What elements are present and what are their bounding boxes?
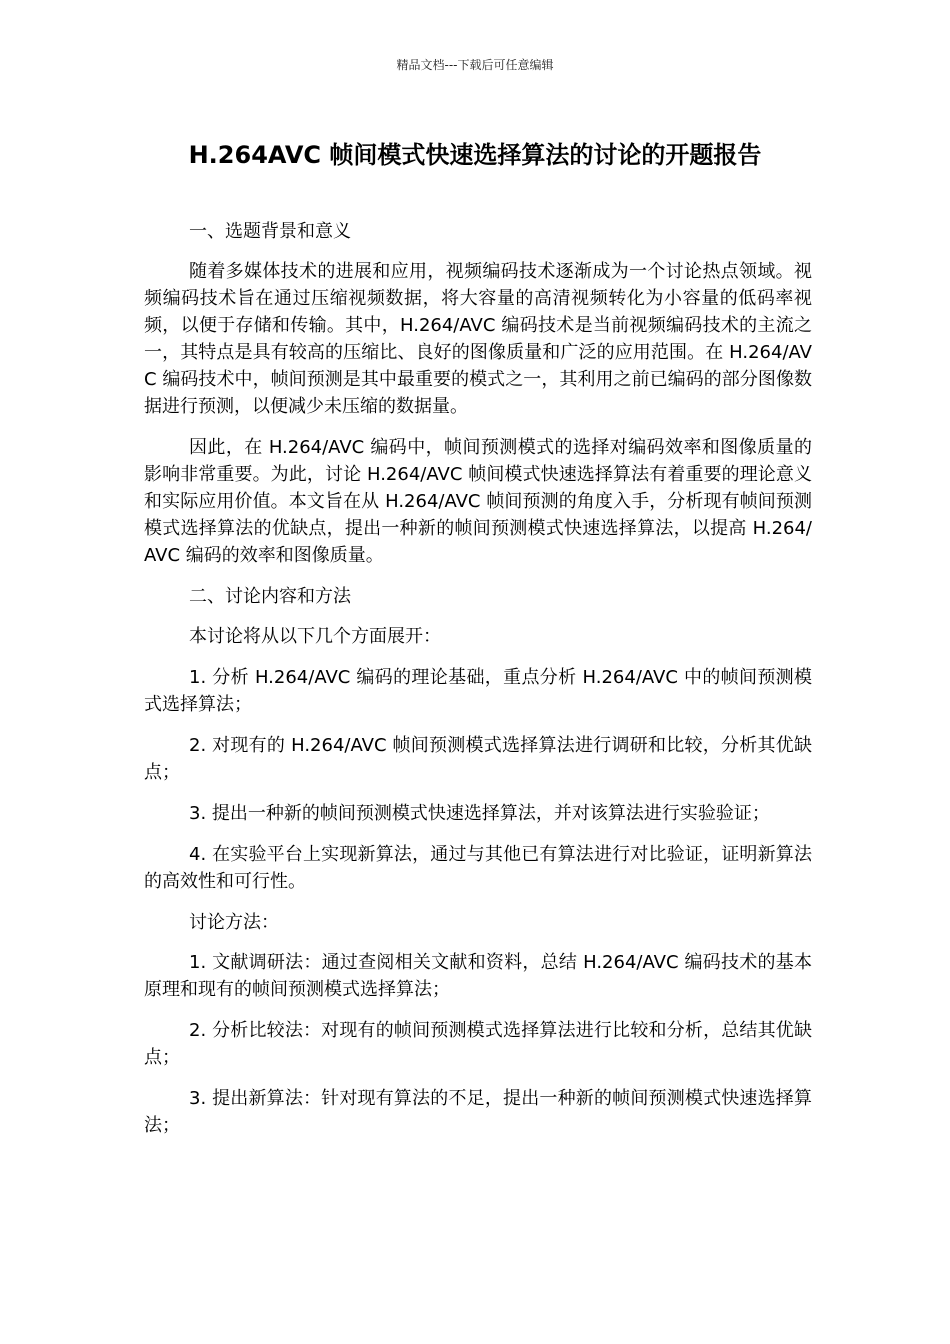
list-item-method-2: 2. 分析比较法：对现有的帧间预测模式选择算法进行比较和分析，总结其优缺点； — [144, 1020, 812, 1068]
page-header: 精品文档---下载后可任意编辑 — [396, 58, 554, 72]
list-item-content-1: 1. 分析 H.264/AVC 编码的理论基础，重点分析 H.264/AVC 中的帧间预测模式选择算法； — [144, 667, 812, 715]
subheading-methods: 讨论方法： — [189, 912, 279, 933]
list-item-content-4: 4. 在实验平台上实现新算法，通过与其他已有算法进行对比验证，证明新算法的高效性和可行性。 — [144, 844, 812, 892]
paragraph-intro-aspects: 本讨论将从以下几个方面展开： — [189, 626, 441, 647]
paragraph-background: 随着多媒体技术的进展和应用，视频编码技术逐渐成为一个讨论热点领域。视频编码技术旨在通过压缩视频数据，将大容量的高清视频转化为小容量的低码率视频，以便于存储和传输。其中，H.264/AVC 编码技术是当前视频编码技术的主流之一，其特点是具有较高的压缩比、良好的图像质量和广泛的应用范围。在 H.264/AVC 编码技术中，帧间预测是其中最重要的模式之一，其利用之前已编码的部分图像数据进行预测，以便减少未压缩的数据量。 — [144, 261, 812, 417]
list-item-content-3: 3. 提出一种新的帧间预测模式快速选择算法，并对该算法进行实验验证； — [189, 803, 770, 824]
document-title: H.264AVC 帧间模式快速选择算法的讨论的开题报告 — [188, 141, 762, 169]
list-item-method-3: 3. 提出新算法：针对现有算法的不足，提出一种新的帧间预测模式快速选择算法； — [144, 1088, 812, 1136]
list-item-method-1: 1. 文献调研法：通过查阅相关文献和资料，总结 H.264/AVC 编码技术的基本原理和现有的帧间预测模式选择算法； — [144, 952, 812, 1000]
list-item-content-2: 2. 对现有的 H.264/AVC 帧间预测模式选择算法进行调研和比较，分析其优缺点； — [144, 735, 812, 783]
section-heading-content-methods: 二、讨论内容和方法 — [189, 586, 351, 607]
section-heading-background: 一、选题背景和意义 — [189, 221, 351, 242]
paragraph-significance: 因此，在 H.264/AVC 编码中，帧间预测模式的选择对编码效率和图像质量的影响非常重要。为此，讨论 H.264/AVC 帧间模式快速选择算法有着重要的理论意义和实际应用价值。本文旨在从 H.264/AVC 帧间预测的角度入手，分析现有帧间预测模式选择算法的优缺点，提出一种新的帧间预测模式快速选择算法，以提高 H.264/AVC 编码的效率和图像质量。 — [144, 437, 812, 566]
document-body — [144, 218, 812, 1153]
